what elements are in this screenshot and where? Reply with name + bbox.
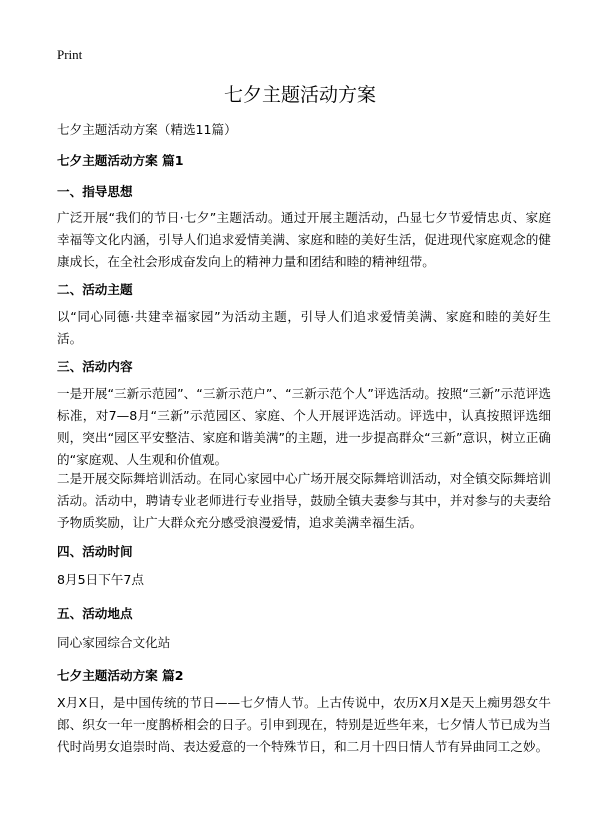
print-label: Print — [57, 47, 83, 62]
article1-heading: 七夕主题活动方案 篇1 — [57, 153, 184, 168]
paragraph-theme: 以“同心同德·共建幸福家园”为活动主题，引导人们追求爱情美满、家庭和睦的美好生活。 — [57, 309, 551, 346]
paragraph-location: 同心家园综合文化站 — [57, 635, 171, 650]
section-heading-theme: 二、活动主题 — [57, 282, 133, 297]
document-subtitle: 七夕主题活动方案（精选11篇） — [57, 122, 237, 137]
section-heading-guiding-ideology: 一、指导思想 — [57, 184, 133, 199]
article2-heading: 七夕主题活动方案 篇2 — [57, 668, 184, 683]
paragraph-content-1: 一是开展“三新示范园”、“三新示范户”、“三新示范个人”评选活动。按照“三新”示范评选标准，对7—8月“三新”示范园区、家庭、个人开展评选活动。评选中，认真按照评选细则，突出“园区平安整洁、家庭和谐美满”的主题，进一步提高群众“三新”意识，树立正确的“家庭观、人生观和价值观。 — [57, 386, 551, 467]
document-title: 七夕主题活动方案 — [223, 84, 376, 106]
section-heading-time: 四、活动时间 — [57, 544, 133, 559]
paragraph-time: 8月5日下午7点 — [57, 572, 145, 587]
section-heading-content: 三、活动内容 — [57, 359, 133, 374]
paragraph-content-2: 二是开展交际舞培训活动。在同心家园中心广场开展交际舞培训活动，对全镇交际舞培训活动。活动中，聘请专业老师进行专业指导，鼓励全镇夫妻参与其中，并对参与的夫妻给予物质奖励，让广大群众充分感受浪漫爱情，追求美满幸福生活。 — [57, 471, 551, 530]
paragraph-article2-intro: X月X日，是中国传统的节日——七夕情人节。上古传说中，农历X月X是天上痴男怨女牛郎、织女一年一度鹊桥相会的日子。引申到现在，特别是近些年来，七夕情人节已成为当代时尚男女追崇时尚、表达爱意的一个特殊节日，和二月十四日情人节有异曲同工之妙。 — [57, 695, 551, 754]
paragraph-guiding-ideology: 广泛开展“我们的节日·七夕”主题活动。通过开展主题活动，凸显七夕节爱情忠贞、家庭幸福等文化内涵，引导人们追求爱情美满、家庭和睦的美好生活，促进现代家庭观念的健康成长，在全社会形成奋发向上的精神力量和团结和睦的精神纽带。 — [57, 210, 551, 269]
section-heading-location: 五、活动地点 — [57, 606, 133, 621]
